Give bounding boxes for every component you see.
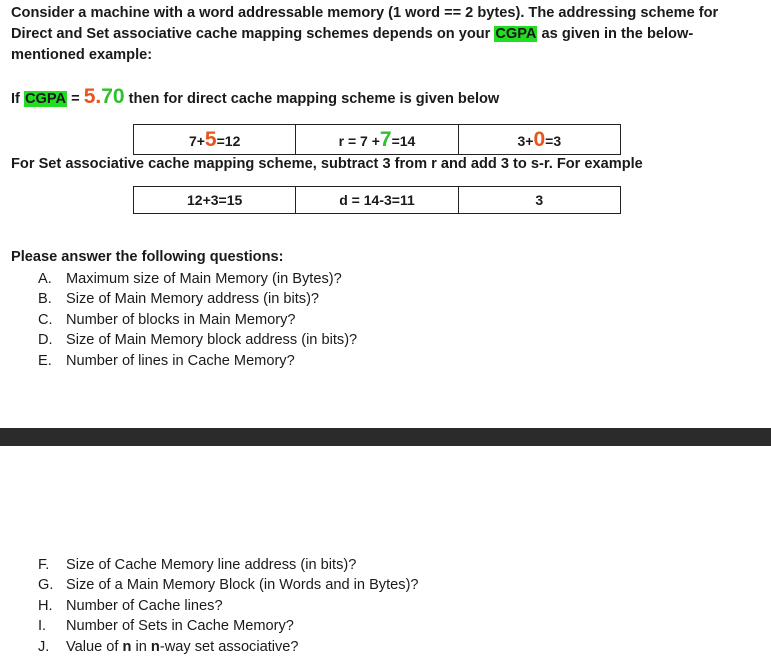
cgpa-highlight-2: CGPA [24,91,67,107]
question-list-2 [38,555,419,657]
intro-text-1: Consider a machine with a word addressable memory (1 word == 2 bytes). The addressing scheme for Direct and Set associative cache mapping schemes depends on your [11,5,719,42]
tag-highlight-digit: 5 [204,127,217,151]
page-divider-bar [0,428,771,446]
list-item: G. Size of a Main Memory Block (in Words and in Bytes)? [38,577,419,594]
intro-text-2: as given in the below-mentioned example: [11,26,694,63]
cgpa-value-fraction: 70 [101,85,125,108]
direct-mapping-table [133,124,621,155]
cgpa-highlight: CGPA [495,26,537,42]
set-word-cell: 3 [458,187,620,214]
list-item: F. Size of Cache Memory line address (in bits)? [38,557,357,573]
list-item: H. Number of Cache lines? [38,597,223,614]
set-index-cell: d = 14-3=11 [296,187,458,214]
if-suffix: then for direct cache mapping scheme is given below [124,91,500,107]
list-item: I. Number of Sets in Cache Memory? [38,618,294,635]
intro-paragraph [11,3,751,66]
questions-heading: Please answer the following questions: [11,249,284,265]
word-bits-cell: 3+0=3 [458,125,620,155]
list-item: B. Size of Main Memory address (in bits)? [38,291,320,308]
list-item: C. Number of blocks in Main Memory? [38,311,296,328]
list-item: J. Value of n in n-way set associative? [38,638,299,655]
cgpa-example-line [11,86,499,108]
line-bits-cell: r = 7 +7=14 [296,125,458,155]
tag-bits-cell: 7+5=12 [134,125,296,155]
list-item: D. Size of Main Memory block address (in bits)? [38,332,358,349]
cgpa-value-whole: 5. [83,85,102,108]
word-highlight-digit: 0 [533,127,546,151]
if-prefix: If [11,91,24,107]
list-item: A. Maximum size of Main Memory (in Bytes)? [38,271,342,287]
question-list-1 [38,269,357,371]
equals-sign: = [67,91,84,107]
list-item: E. Number of lines in Cache Memory? [38,352,295,369]
set-mapping-table [133,186,621,214]
line-highlight-digit: 7 [379,127,392,151]
set-tag-cell: 12+3=15 [134,187,296,214]
set-associative-instruction: For Set associative cache mapping scheme, subtract 3 from r and add 3 to s-r. For example [11,156,643,172]
